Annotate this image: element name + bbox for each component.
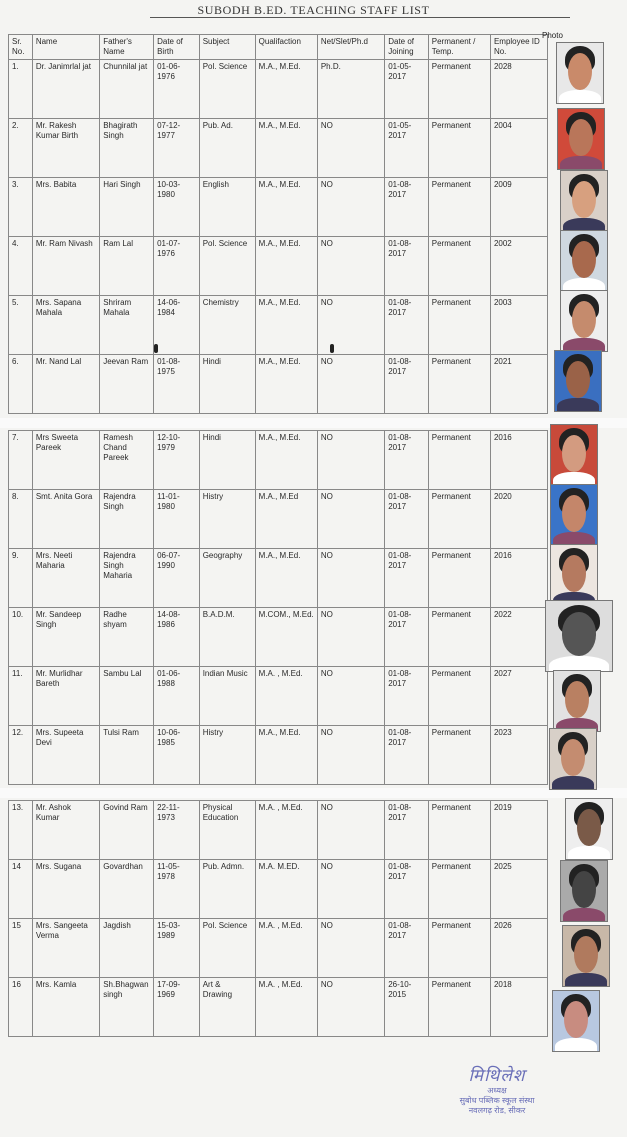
photo-shoulders <box>552 776 593 790</box>
cell-subject: Hindi <box>199 355 255 414</box>
cell-dob: 15-03-1989 <box>154 919 200 978</box>
staff-table-2 <box>8 430 548 785</box>
cell-dob: 14-08-1986 <box>154 608 200 667</box>
header-photo: Photo <box>542 31 563 40</box>
staff-photo <box>553 670 601 732</box>
cell-subject: Hindi <box>199 431 255 490</box>
cell-net: NO <box>317 801 384 860</box>
cell-net: NO <box>317 119 384 178</box>
cell-sr: 1. <box>9 60 33 119</box>
cell-father: Ramesh Chand Pareek <box>100 431 154 490</box>
cell-net: NO <box>317 178 384 237</box>
cell-name: Mr. Rakesh Kumar Birth <box>32 119 99 178</box>
cell-net: NO <box>317 549 384 608</box>
cell-dob: 11-05-1978 <box>154 860 200 919</box>
cell-net: NO <box>317 860 384 919</box>
cell-dob: 22-11-1973 <box>154 801 200 860</box>
cell-sr: 12. <box>9 726 33 785</box>
staff-photo <box>556 42 604 104</box>
cell-qual: M.A., M.Ed. <box>255 549 317 608</box>
cell-subject: Pol. Science <box>199 60 255 119</box>
header-emp: Employee ID No. <box>490 35 547 60</box>
staff-photo <box>550 544 598 606</box>
cell-doj: 01-05-2017 <box>385 60 429 119</box>
photo-face <box>572 241 596 278</box>
cell-father: Sh.Bhagwan singh <box>100 978 154 1037</box>
cell-net: Ph.D. <box>317 60 384 119</box>
table-row <box>9 119 548 178</box>
cell-qual: M.A., M.Ed <box>255 490 317 549</box>
cell-emp: 2016 <box>490 549 547 608</box>
cell-doj: 01-08-2017 <box>385 490 429 549</box>
staff-photo <box>549 728 597 790</box>
cell-emp: 2021 <box>490 355 547 414</box>
photo-shoulders <box>555 1038 596 1052</box>
staff-sheet-2 <box>8 430 620 785</box>
cell-status: Permanent <box>428 296 490 355</box>
staff-photo <box>560 860 608 922</box>
cell-sr: 13. <box>9 801 33 860</box>
cell-status: Permanent <box>428 801 490 860</box>
cell-qual: M.A., M.Ed. <box>255 178 317 237</box>
cell-status: Permanent <box>428 978 490 1037</box>
photo-face <box>561 739 585 776</box>
photo-face <box>572 181 596 218</box>
staff-photo <box>560 170 608 232</box>
cell-qual: M.A. , M.Ed. <box>255 667 317 726</box>
photo-shoulders <box>565 973 606 987</box>
cell-dob: 01-07-1976 <box>154 237 200 296</box>
cell-status: Permanent <box>428 549 490 608</box>
cell-sr: 10. <box>9 608 33 667</box>
cell-subject: Histry <box>199 726 255 785</box>
staff-table-1 <box>8 34 548 414</box>
cell-dob: 10-06-1985 <box>154 726 200 785</box>
cell-emp: 2028 <box>490 60 547 119</box>
photo-face <box>569 119 593 156</box>
cell-doj: 01-08-2017 <box>385 608 429 667</box>
cell-subject: Chemistry <box>199 296 255 355</box>
cell-sr: 9. <box>9 549 33 608</box>
cell-emp: 2003 <box>490 296 547 355</box>
cell-father: Hari Singh <box>100 178 154 237</box>
staff-photo <box>560 290 608 352</box>
cell-subject: Pub. Admn. <box>199 860 255 919</box>
cell-sr: 15 <box>9 919 33 978</box>
header-subject: Subject <box>199 35 255 60</box>
punch-mark <box>330 344 334 353</box>
cell-subject: Histry <box>199 490 255 549</box>
cell-subject: Art & Drawing <box>199 978 255 1037</box>
header-qual: Qualifaction <box>255 35 317 60</box>
cell-father: Govardhan <box>100 860 154 919</box>
cell-name: Mr. Ram Nivash <box>32 237 99 296</box>
cell-qual: M.A., M.Ed. <box>255 296 317 355</box>
sheet-gap <box>0 788 627 798</box>
cell-status: Permanent <box>428 119 490 178</box>
photo-face <box>566 361 590 398</box>
cell-status: Permanent <box>428 178 490 237</box>
cell-emp: 2027 <box>490 667 547 726</box>
cell-father: Govind Ram <box>100 801 154 860</box>
cell-name: Mr. Ashok Kumar <box>32 801 99 860</box>
header-status: Permanent / Temp. <box>428 35 490 60</box>
cell-father: Jagdish <box>100 919 154 978</box>
cell-name: Smt. Anita Gora <box>32 490 99 549</box>
cell-sr: 3. <box>9 178 33 237</box>
staff-table-3 <box>8 800 548 1037</box>
cell-doj: 01-08-2017 <box>385 667 429 726</box>
cell-qual: M.A., M.Ed. <box>255 431 317 490</box>
staff-photo <box>554 350 602 412</box>
photo-shoulders <box>559 90 600 104</box>
cell-subject: Indian Music <box>199 667 255 726</box>
cell-status: Permanent <box>428 490 490 549</box>
signature-place: नवलगढ़ रोड, सीकर <box>468 1106 526 1115</box>
cell-doj: 01-08-2017 <box>385 549 429 608</box>
cell-father: Bhagirath Singh <box>100 119 154 178</box>
cell-status: Permanent <box>428 355 490 414</box>
cell-emp: 2025 <box>490 860 547 919</box>
sheet-gap <box>0 418 627 428</box>
rows-2 <box>9 431 548 785</box>
cell-name: Mrs Sweeta Pareek <box>32 431 99 490</box>
cell-emp: 2022 <box>490 608 547 667</box>
staff-photo <box>560 230 608 292</box>
cell-status: Permanent <box>428 919 490 978</box>
table-row <box>9 801 548 860</box>
header-father: Father's Name <box>100 35 154 60</box>
cell-name: Mrs. Sangeeta Verma <box>32 919 99 978</box>
staff-photo <box>562 925 610 987</box>
cell-status: Permanent <box>428 726 490 785</box>
cell-qual: M.A., M.Ed. <box>255 60 317 119</box>
table-row <box>9 978 548 1037</box>
cell-net: NO <box>317 978 384 1037</box>
cell-qual: M.A. , M.Ed. <box>255 801 317 860</box>
staff-sheet-3 <box>8 800 620 1037</box>
header-net: Net/Slet/Ph.d <box>317 35 384 60</box>
cell-status: Permanent <box>428 60 490 119</box>
header-sr: Sr. No. <box>9 35 33 60</box>
cell-name: Mr. Nand Lal <box>32 355 99 414</box>
photo-face <box>574 936 598 973</box>
cell-qual: M.A., M.Ed. <box>255 726 317 785</box>
header-row <box>9 35 548 60</box>
cell-emp: 2026 <box>490 919 547 978</box>
staff-photo <box>557 108 605 170</box>
cell-status: Permanent <box>428 237 490 296</box>
cell-doj: 01-05-2017 <box>385 119 429 178</box>
cell-dob: 12-10-1979 <box>154 431 200 490</box>
cell-father: Ram Lal <box>100 237 154 296</box>
page-title: SUBODH B.ED. TEACHING STAFF LIST <box>197 3 430 17</box>
cell-name: Mrs. Supeeta Devi <box>32 726 99 785</box>
photo-face <box>562 612 596 655</box>
cell-father: Tulsi Ram <box>100 726 154 785</box>
cell-doj: 01-08-2017 <box>385 431 429 490</box>
table-row <box>9 549 548 608</box>
cell-net: NO <box>317 355 384 414</box>
staff-photo <box>545 600 613 672</box>
cell-dob: 11-01-1980 <box>154 490 200 549</box>
title-underline <box>150 17 570 18</box>
photo-face <box>565 681 589 718</box>
cell-qual: M.A., M.Ed. <box>255 355 317 414</box>
staff-photo <box>550 484 598 546</box>
cell-qual: M.A., M.Ed. <box>255 237 317 296</box>
cell-name: Mrs. Sapana Mahala <box>32 296 99 355</box>
cell-subject: Physical Education <box>199 801 255 860</box>
cell-dob: 01-08-1975 <box>154 355 200 414</box>
rows-1 <box>9 60 548 414</box>
photo-face <box>564 1001 588 1038</box>
cell-father: Chunnilal jat <box>100 60 154 119</box>
table-row <box>9 355 548 414</box>
cell-net: NO <box>317 237 384 296</box>
table-row <box>9 919 548 978</box>
staff-sheet-1 <box>8 31 620 414</box>
cell-father: Jeevan Ram <box>100 355 154 414</box>
cell-doj: 01-08-2017 <box>385 237 429 296</box>
cell-emp: 2019 <box>490 801 547 860</box>
cell-subject: Pol. Science <box>199 237 255 296</box>
cell-status: Permanent <box>428 860 490 919</box>
cell-qual: M.A. M.ED. <box>255 860 317 919</box>
cell-father: Radhe shyam <box>100 608 154 667</box>
cell-doj: 01-08-2017 <box>385 296 429 355</box>
cell-qual: M.A. , M.Ed. <box>255 919 317 978</box>
cell-emp: 2018 <box>490 978 547 1037</box>
cell-emp: 2004 <box>490 119 547 178</box>
photo-face <box>562 555 586 592</box>
cell-doj: 26-10-2015 <box>385 978 429 1037</box>
cell-doj: 01-08-2017 <box>385 801 429 860</box>
cell-dob: 17-09-1969 <box>154 978 200 1037</box>
cell-sr: 7. <box>9 431 33 490</box>
cell-doj: 01-08-2017 <box>385 178 429 237</box>
cell-status: Permanent <box>428 608 490 667</box>
table-row <box>9 237 548 296</box>
cell-name: Mrs. Sugana <box>32 860 99 919</box>
cell-doj: 01-08-2017 <box>385 919 429 978</box>
table-row <box>9 431 548 490</box>
signature: मिथिलेश <box>468 1066 526 1086</box>
rows-3 <box>9 801 548 1037</box>
punch-mark <box>154 344 158 353</box>
cell-dob: 01-06-1976 <box>154 60 200 119</box>
photo-face <box>562 495 586 532</box>
staff-photo <box>552 990 600 1052</box>
cell-qual: M.A. , M.Ed. <box>255 978 317 1037</box>
cell-qual: M.A., M.Ed. <box>255 119 317 178</box>
table-row <box>9 667 548 726</box>
header-doj: Date of Joining <box>385 35 429 60</box>
cell-net: NO <box>317 726 384 785</box>
cell-name: Mr. Murlidhar Bareth <box>32 667 99 726</box>
cell-dob: 06-07-1990 <box>154 549 200 608</box>
signature-org: सुबोध पब्लिक स्कूल संस्था <box>459 1096 535 1105</box>
staff-photo <box>565 798 613 860</box>
cell-net: NO <box>317 667 384 726</box>
cell-dob: 01-06-1988 <box>154 667 200 726</box>
cell-doj: 01-08-2017 <box>385 860 429 919</box>
cell-net: NO <box>317 490 384 549</box>
table-row <box>9 178 548 237</box>
cell-father: Shriram Mahala <box>100 296 154 355</box>
signature-stamp <box>427 1063 567 1116</box>
cell-subject: English <box>199 178 255 237</box>
cell-sr: 16 <box>9 978 33 1037</box>
cell-subject: Pub. Ad. <box>199 119 255 178</box>
photo-face <box>562 435 586 472</box>
cell-sr: 2. <box>9 119 33 178</box>
photo-shoulders <box>568 846 609 860</box>
table-row <box>9 726 548 785</box>
cell-name: Mrs. Babita <box>32 178 99 237</box>
cell-name: Mrs. Kamla <box>32 978 99 1037</box>
table-row <box>9 296 548 355</box>
table-row <box>9 608 548 667</box>
cell-dob: 07-12-1977 <box>154 119 200 178</box>
table-row <box>9 860 548 919</box>
cell-father: Sambu Lal <box>100 667 154 726</box>
table-row <box>9 60 548 119</box>
cell-dob: 14-06-1984 <box>154 296 200 355</box>
cell-sr: 5. <box>9 296 33 355</box>
photo-shoulders <box>563 908 604 922</box>
photo-face <box>568 53 592 90</box>
photo-face <box>577 809 601 846</box>
photo-face <box>572 301 596 338</box>
signature-role: अध्यक्ष <box>487 1086 507 1095</box>
cell-doj: 01-08-2017 <box>385 726 429 785</box>
photo-shoulders <box>557 398 598 412</box>
photo-shoulders <box>560 156 601 170</box>
cell-name: Mrs. Neeti Maharia <box>32 549 99 608</box>
cell-emp: 2009 <box>490 178 547 237</box>
cell-net: NO <box>317 919 384 978</box>
cell-sr: 14 <box>9 860 33 919</box>
cell-name: Dr. Janimrlal jat <box>32 60 99 119</box>
header-dob: Date of Birth <box>154 35 200 60</box>
cell-qual: M.COM., M.Ed. <box>255 608 317 667</box>
cell-status: Permanent <box>428 431 490 490</box>
cell-subject: B.A.D.M. <box>199 608 255 667</box>
cell-dob: 10-03-1980 <box>154 178 200 237</box>
table-row <box>9 490 548 549</box>
cell-emp: 2020 <box>490 490 547 549</box>
staff-photo <box>550 424 598 486</box>
cell-emp: 2002 <box>490 237 547 296</box>
cell-father: Rajendra Singh Maharia <box>100 549 154 608</box>
cell-sr: 11. <box>9 667 33 726</box>
header-name: Name <box>32 35 99 60</box>
cell-doj: 01-08-2017 <box>385 355 429 414</box>
cell-subject: Geography <box>199 549 255 608</box>
cell-sr: 8. <box>9 490 33 549</box>
cell-sr: 6. <box>9 355 33 414</box>
cell-net: NO <box>317 431 384 490</box>
cell-sr: 4. <box>9 237 33 296</box>
cell-name: Mr. Sandeep Singh <box>32 608 99 667</box>
cell-subject: Pol. Science <box>199 919 255 978</box>
cell-emp: 2016 <box>490 431 547 490</box>
cell-emp: 2023 <box>490 726 547 785</box>
cell-father: Rajendra Singh <box>100 490 154 549</box>
cell-net: NO <box>317 608 384 667</box>
cell-status: Permanent <box>428 667 490 726</box>
cell-net: NO <box>317 296 384 355</box>
photo-face <box>572 871 596 908</box>
